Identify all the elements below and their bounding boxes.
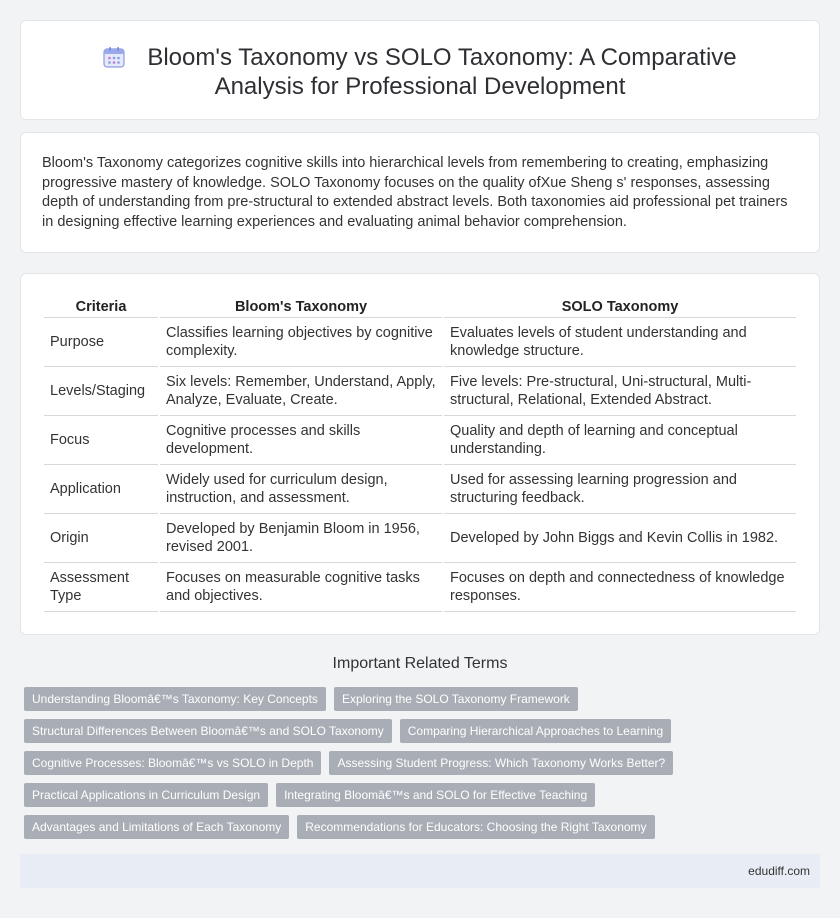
row-blooms: Focuses on measurable cognitive tasks and objectives. — [160, 563, 442, 612]
related-terms-list — [20, 686, 820, 846]
tag-row — [20, 718, 820, 750]
related-term-tag[interactable]: Exploring the SOLO Taxonomy Framework — [334, 687, 578, 711]
row-blooms: Classifies learning objectives by cognitive complexity. — [160, 318, 442, 367]
related-term-tag[interactable]: Structural Differences Between Bloomâ€™s and SOLO Taxonomy — [24, 719, 392, 743]
row-criteria: Levels/Staging — [44, 367, 158, 416]
header-solo: SOLO Taxonomy — [444, 296, 796, 318]
row-criteria: Origin — [44, 514, 158, 563]
table-row — [44, 318, 796, 367]
tag-row — [20, 782, 820, 814]
related-term-tag[interactable]: Integrating Bloomâ€™s and SOLO for Effective Teaching — [276, 783, 595, 807]
related-term-tag[interactable]: Practical Applications in Curriculum Design — [24, 783, 268, 807]
related-term-tag[interactable]: Understanding Bloomâ€™s Taxonomy: Key Concepts — [24, 687, 326, 711]
header-criteria: Criteria — [44, 296, 158, 318]
related-term-tag[interactable]: Recommendations for Educators: Choosing the Right Taxonomy — [297, 815, 654, 839]
row-solo: Quality and depth of learning and conceptual understanding. — [444, 416, 796, 465]
row-blooms: Widely used for curriculum design, instruction, and assessment. — [160, 465, 442, 514]
related-terms-title: Important Related Terms — [332, 655, 508, 672]
row-criteria: Purpose — [44, 318, 158, 367]
calendar-icon — [103, 46, 125, 68]
page-title: Bloom's Taxonomy vs SOLO Taxonomy: A Comparative Analysis for Professional Development — [147, 44, 737, 100]
related-term-tag[interactable]: Cognitive Processes: Bloomâ€™s vs SOLO in Depth — [24, 751, 321, 775]
table-row — [44, 367, 796, 416]
footer — [20, 854, 820, 888]
related-term-tag[interactable]: Assessing Student Progress: Which Taxonomy Works Better? — [329, 751, 673, 775]
tag-row — [20, 750, 820, 782]
table-row — [44, 563, 796, 612]
row-solo: Five levels: Pre-structural, Uni-structural, Multi-structural, Relational, Extended Abstract. — [444, 367, 796, 416]
table-header-row — [44, 296, 796, 318]
row-solo: Focuses on depth and connectedness of knowledge responses. — [444, 563, 796, 612]
tag-row — [20, 686, 820, 718]
row-solo: Evaluates levels of student understanding and knowledge structure. — [444, 318, 796, 367]
comparison-table — [42, 296, 798, 612]
comparison-card — [20, 273, 820, 635]
table-row — [44, 514, 796, 563]
tag-row — [20, 814, 820, 846]
row-solo: Developed by John Biggs and Kevin Collis in 1982. — [444, 514, 796, 563]
footer-site-name: edudiff.com — [748, 864, 810, 878]
page-title-wrap — [21, 43, 819, 101]
intro-paragraph: Bloom's Taxonomy categorizes cognitive skills into hierarchical levels from remembering to creating, emphasizing progressive mastery of knowledge. SOLO Taxonomy focuses on the quality ofXue Sheng s' responses, assessing depth of understanding from pre-structural to extended abstract levels. Both taxonomies aid professional pet trainers in designing effective learning experiences and evaluating animal behavior comprehension. — [42, 155, 788, 230]
row-blooms: Developed by Benjamin Bloom in 1956, revised 2001. — [160, 514, 442, 563]
intro-card — [20, 132, 820, 253]
row-blooms: Cognitive processes and skills development. — [160, 416, 442, 465]
row-criteria: Application — [44, 465, 158, 514]
table-row — [44, 416, 796, 465]
row-criteria: Focus — [44, 416, 158, 465]
row-criteria: Assessment Type — [44, 563, 158, 612]
row-blooms: Six levels: Remember, Understand, Apply, Analyze, Evaluate, Create. — [160, 367, 442, 416]
row-solo: Used for assessing learning progression and structuring feedback. — [444, 465, 796, 514]
table-row — [44, 465, 796, 514]
related-term-tag[interactable]: Comparing Hierarchical Approaches to Learning — [400, 719, 671, 743]
header-blooms: Bloom's Taxonomy — [160, 296, 442, 318]
title-card — [20, 20, 820, 120]
related-term-tag[interactable]: Advantages and Limitations of Each Taxonomy — [24, 815, 289, 839]
